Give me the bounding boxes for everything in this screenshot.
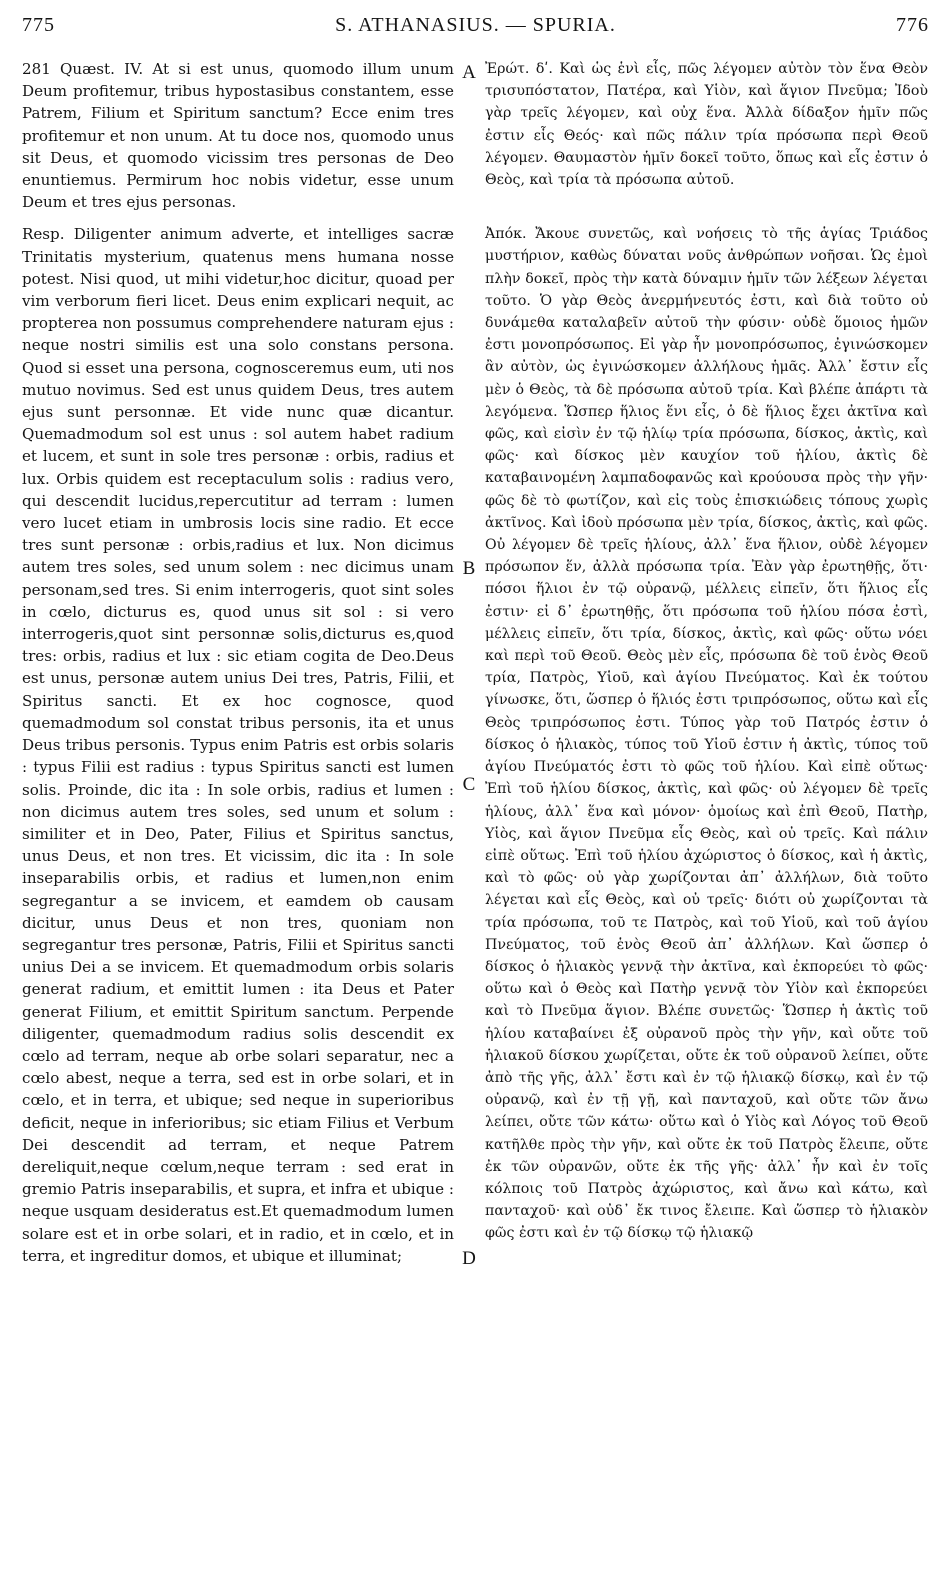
- greek-column: [485, 58, 928, 1245]
- greek-question-paragraph: Ἐρώτ. δʹ. Καὶ ὡς ἑνὶ εἷς, πῶς λέγομεν αὐτὸν τὸν ἕνα Θεὸν τρισυπόστατον, Πατέρα, καὶ Υἱὸν, καὶ ἅγιον Πνεῦμα; Ἰδοὺ γὰρ τρεῖς λέγομεν, καὶ οὐχ ἕνα. Ἀλλὰ δίδαξον ἡμῖν πῶς ἐστιν εἷς Θεός· καὶ πῶς πάλιν τρία πρόσωπα περὶ Θεοῦ λέγομεν. Θαυμαστὸν ἡμῖν δοκεῖ τοῦτο, ὅπως καὶ εἷς ἐστιν ὁ Θεὸς, καὶ τρία τὰ πρόσωπα αὐτοῦ.: [485, 61, 928, 189]
- greek-response-paragraph: Ἀπόκ. Ἄκουε συνετῶς, καὶ νοήσεις τὸ τῆς ἁγίας Τριάδος μυστήριον, καθὼς δύναται νοῦς ἀνθρώπων νοῆσαι. Ὡς ἐμοὶ πλὴν δοκεῖ, πρὸς τὴν κατὰ δύναμιν ἡμῖν τῶν λέξεων λέγεται τοῦτο. Ὁ γὰρ Θεὸς ἀνερμήνευτός ἐστι, καὶ διὰ τοῦτο οὐ δυνάμεθα καταλαβεῖν αὐτοῦ τὴν φύσιν· οὐδὲ ὅμοιος ἡμῶν ἐστι μονοπρόσωπος. Εἰ γὰρ ἦν μονοπρόσωπος, ἐγινώσκομεν ἂν αὐτὸν, ὡς ἐγινώσκομεν ἀλλήλους ἡμᾶς. Ἀλλ᾽ ἔστιν εἷς μὲν ὁ Θεὸς, τὰ δὲ πρόσωπα αὐτοῦ τρία. Καὶ βλέπε ἀπάρτι τὰ λεγόμενα. Ὥσπερ ἥλιος ἕνι εἷς, ὁ δὲ ἥλιος ἔχει ἀκτῖνα καὶ φῶς, καὶ εἰσὶν ἐν τῷ ἡλίῳ τρία πρόσωπα, δίσκος, ἀκτὶς, καὶ φῶς· καὶ δίσκος μὲν καυχίον τοῦ ἡλίου, ἀκτὶς δὲ καταβαινομένη λαμπαδοφανῶς καὶ κρούουσα πρὸς τὴν γῆν· φῶς δὲ τὸ φωτίζον, καὶ εἰς τοὺς ἐπισκιώδεις τόπους χωρὶς ἀκτῖνος. Καὶ ἰδοὺ πρόσωπα μὲν τρία, δίσκος, ἀκτὶς, καὶ φῶς. Οὐ λέγομεν δὲ τρεῖς ἡλίους, ἀλλ᾽ ἕνα ἥλιον, οὐδὲ λέγομεν πρόσωπον ἕν, ἀλλὰ πρόσωπα τρία. Ἐὰν γὰρ ἐρωτηθῇς, ὅτι· πόσοι ἥλιοι ἐν τῷ οὐρανῷ, μέλλεις εἰπεῖν, ὅτι ἥλιος εἷς ἐστιν· εἰ δ᾽ ἐρωτηθῇς, ὅτι πρόσωπα τοῦ ἡλίου πόσα ἐστὶ, μέλλεις εἰπεῖν, ὅτι τρία, δίσκος, ἀκτὶς, καὶ φῶς· οὕτω νόει καὶ περὶ τοῦ Θεοῦ. Θεὸς μὲν εἷς, πρόσωπα δὲ τοῦ ἑνὸς Θεοῦ τρία, Πατρὸς, Υἱοῦ, καὶ ἁγίου Πνεύματος. Καὶ ἐκ τούτου γίνωσκε, ὅτι, ὥσπερ ὁ ἥλιός ἐστι τριπρόσωπος, οὕτω καὶ εἷς Θεὸς τριπρόσωπος ἐστι. Τύπος γὰρ τοῦ Πατρός ἐστιν ὁ δίσκος ὁ ἡλιακὸς, τύπος τοῦ Υἱοῦ ἐστιν ἡ ἀκτὶς, τύπος τοῦ ἁγίου Πνεύματός ἐστι τὸ φῶς τοῦ ἡλίου. Καὶ εἰπὲ οὕτως· Ἐπὶ τοῦ ἡλίου δίσκος, ἀκτὶς, καὶ φῶς· οὐ λέγομεν δὲ τρεῖς ἡλίους, ἀλλ᾽ ἕνα καὶ μόνον· ὁμοίως καὶ ἐπὶ Θεοῦ, Πατὴρ, Υἱὸς, καὶ ἅγιον Πνεῦμα εἷς Θεὸς, καὶ οὐ τρεῖς. Καὶ πάλιν εἰπὲ οὕτως. Ἐπὶ τοῦ ἡλίου ἀχώριστος ὁ δίσκος, καὶ ἡ ἀκτὶς, καὶ τὸ φῶς· οὐ γὰρ χωρίζονται ἀπ᾽ ἀλλήλων, διὰ τοῦτο λέγεται καὶ εἷς Θεὸς, καὶ οὐ τρεῖς· διότι οὐ χωρίζονται τὰ τρία πρόσωπα, τοῦ τε Πατρὸς, καὶ τοῦ Υἱοῦ, καὶ τοῦ ἁγίου Πνεύματος, τοῦ ἑνὸς Θεοῦ ἀπ᾽ ἀλλήλων. Καὶ ὥσπερ ὁ δίσκος ὁ ἡλιακὸς γεννᾷ τὴν ἀκτῖνα, καὶ ἐκπορεύει τὸ φῶς· οὕτω καὶ ὁ Θεὸς καὶ Πατὴρ γεννᾷ τὸν Υἱὸν καὶ ἐκπορεύει καὶ τὸ Πνεῦμα ἅγιον. Βλέπε συνετῶς· Ὥσπερ ἡ ἀκτὶς τοῦ ἡλίου καταβαίνει ἐξ οὐρανοῦ πρὸς τὴν γῆν, καὶ οὔτε τοῦ ἡλιακοῦ δίσκου χωρίζεται, οὔτε ἐκ τοῦ οὐρανοῦ λείπει, οὔτε ἀπὸ τῆς γῆς, ἀλλ᾽ ἔστι καὶ ἐν τῷ ἡλιακῷ δίσκῳ, καὶ ἐν τῷ οὐρανῷ, καὶ ἐν τῇ γῇ, καὶ πανταχοῦ, καὶ οὔτε τῶν ἄνω λείπει, οὔτε τῶν κάτω· οὕτω καὶ ὁ Υἱὸς καὶ Λόγος τοῦ Θεοῦ κατῆλθε πρὸς τὴν γῆν, καὶ οὔτε ἐκ τοῦ Πατρὸς ἔλειπε, οὔτε ἐκ τῶν οὐρανῶν, οὔτε ἐκ τῆς γῆς· ἀλλ᾽ ἦν καὶ ἐν τοῖς κόλποις τοῦ Πατρὸς ἀχώριστος, καὶ ἄνω καὶ κάτω, καὶ πανταχοῦ· καὶ οὐδ᾽ ἔκ τινος ἔλειπε. Καὶ ὥσπερ τὸ ἡλιακὸν φῶς ἐστι καὶ ἐν τῷ δίσκῳ τῷ ἡλιακῷ: [485, 226, 928, 1242]
- latin-response-paragraph: Resp. Diligenter animum adverte, et intelliges sacræ Trinitatis mysterium, quatenus mens humana nosse potest. Nisi quod, ut mihi videtur,hoc dicitur, quoad per vim verborum fieri licet. Deus enim explicari nequit, ac propterea non possumus comprehendere naturam ejus : neque nostri similis est una solo constans persona. Quod si esset una persona, cognosceremus eum, uti nos mutuo novimus. Sed est unus quidem Deus, tres autem ejus sunt personnæ. Et vide nunc quæ dicantur. Quemadmodum sol est unus : sol autem habet radium et lucem, et sunt in sole tres personæ : orbis, radius et lux. Orbis quidem est receptaculum solis : radius vero, qui descendit lucidus,repercutitur ad terram : lumen vero lucet etiam in umbrosis locis sine radio. Et ecce tres sunt personæ : orbis,radius et lux. Non dicimus autem tres soles, sed unum solem : nec dicimus unam personam,sed tres. Si enim interrogeris, quot sint soles in cœlo, dicturus es, quod unus sit sol : si vero interrogeris,quot sint personnæ solis,dicturus es,quod tres: orbis, radius et lux : sic etiam cogita de Deo.Deus est unus, personæ autem unius Dei tres, Patris, Filii, et Spiritus sancti. Et ex hoc cognosce, quod quemadmodum sol constat tribus personis, ita et unus Deus tribus personis. Typus enim Patris est orbis solaris : typus Filii est radius : typus Spiritus sancti est lumen solis. Proinde, dic ita : In sole orbis, radius et lumen : non dicimus autem tres soles, sed unum et solum : similiter et in Deo, Pater, Filius et Spiritus sanctus, unus Deus, et non tres. Et vicissim, dic ita : In sole inseparabilis orbis, et radius et lumen,non enim segregantur a se invicem, et eamdem ob causam dicitur, unus Deus et non tres, quoniam non segregantur tres personæ, Patris, Filii et Spiritus sancti unius Dei a se invicem. Et quemadmodum orbis solaris generat radium, et emittit lumen : ita Deus et Pater generat Filium, et emittit Spiritum sanctum. Perpende diligenter, quemadmodum radius solis descendit ex cœlo ad terram, neque ab orbe solari separatur, nec a cœlo abest, neque a terra, sed est in orbe solari, et in cœlo, et in terra, et ubique; sed neque in superioribus deficit, neque in inferioribus; sic etiam Filius et Verbum Dei descendit ad terram, et neque Patrem dereliquit,neque cœlum,neque terram : sed erat in gremio Patris inseparabilis, et supra, et infra et ubique : neque usquam desideratus est.Et quemadmodum lumen solare est et in orbe solari, et in radio, et in cœlo, et in terra, et ingreditur domos, et ubique et illuminat;: [22, 225, 454, 1265]
- margin-marker-b: B: [462, 558, 476, 579]
- page-number-left: 775: [22, 14, 55, 36]
- running-title: S. ATHANASIUS. — SPURIA.: [335, 14, 616, 36]
- margin-marker-c: C: [462, 774, 476, 795]
- latin-question-paragraph: 281 Quæst. IV. At si est unus, quomodo illum unum Deum profitemur, tribus hypostasibus constantem, esse Patrem, Filium et Spiritum sanctum? Ecce enim tres profitemur et non unum. At tu doce nos, quomodo unus sit Deus, et quomodo vicissim tres personas de Deo enuntiemus. Permirum hoc nobis videtur, esse unum Deum et tres ejus personas.: [22, 60, 454, 212]
- page-number-right: 776: [896, 14, 929, 36]
- latin-column: [22, 58, 454, 1267]
- margin-marker-d: D: [462, 1248, 476, 1269]
- margin-marker-a: A: [462, 62, 476, 83]
